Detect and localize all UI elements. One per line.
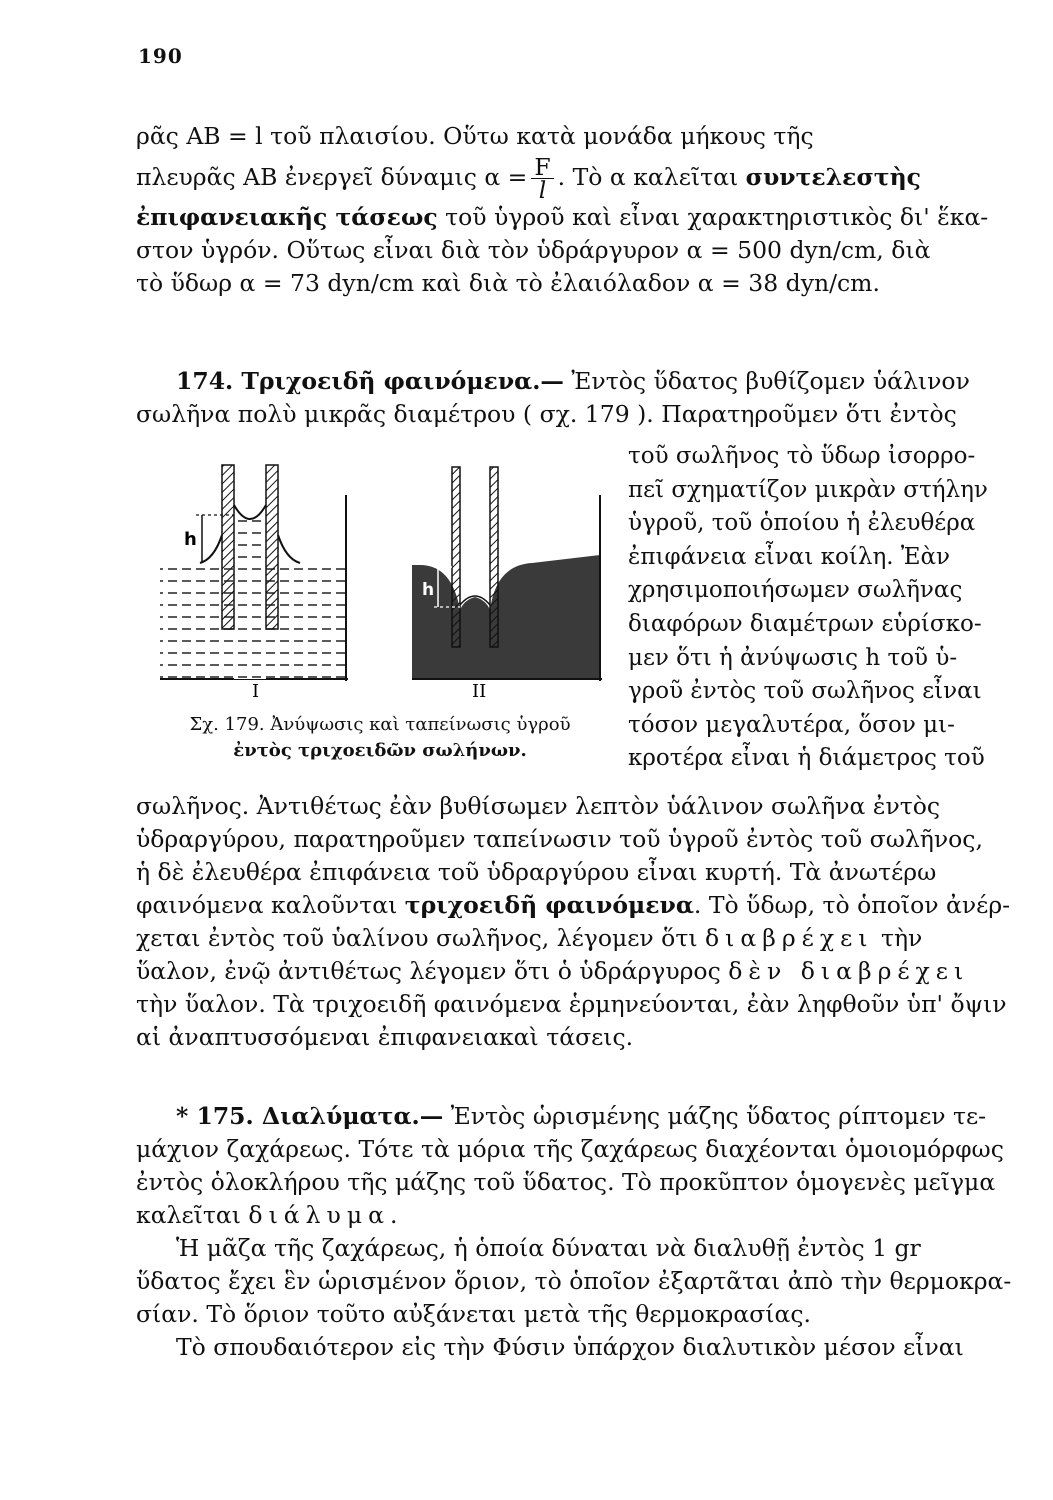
- wrap-line-10: κροτέρα εἶναι ἡ διάμετρος τοῦ: [628, 745, 985, 772]
- term-surface-tension: ἐπιφανειακῆς τάσεως: [136, 203, 438, 231]
- sec175-para2-line-1: Ἡ μᾶζα τῆς ζαχάρεως, ἡ ὁποία δύναται νὰ διαλυθῇ ἐντὸς 1 gr: [176, 1234, 921, 1262]
- intro-line-2: [136, 153, 988, 204]
- cont-line-4-a: φαινόμενα καλοῦνται: [136, 891, 398, 919]
- label-h-figure-II: h: [422, 580, 435, 600]
- caption-line-2: ἐντὸς τριχοειδῶν σωλήνων.: [233, 740, 527, 761]
- tube-wall-right-II: [490, 467, 498, 647]
- sec175-line-3: ἐντὸς ὁλοκλήρου τῆς μάζης τοῦ ὕδατος. Τὸ προκῦπτον ὁμογενὲς μεῖγμα: [136, 1168, 996, 1196]
- cont-line-4: [136, 889, 1011, 922]
- sec175-line-4-a: καλεῖται: [136, 1201, 241, 1229]
- cont-line-1: σωλῆνος. Ἀντιθέτως ἐὰν βυθίσωμεν λεπτὸν ὑάλινον σωλῆνα ἐντὸς: [136, 792, 941, 820]
- figure-II-capillary-depression: [412, 467, 602, 702]
- cont-line-7: τὴν ὕαλον. Τὰ τριχοειδῆ φαινόμενα ἑρμηνεύονται, ἐὰν ληφθοῦν ὑπ' ὄψιν: [136, 990, 1007, 1018]
- sec175-para2-line-3: σίαν. Τὸ ὅριον τοῦτο αὐξάνεται μετὰ τῆς θερμοκρασίας.: [136, 1300, 811, 1328]
- sec175-para3-line-1: Τὸ σπουδαιότερον εἰς τὴν Φύσιν ὑπάρχον διαλυτικὸν μέσον εἶναι: [176, 1333, 964, 1361]
- intro-line-3: [136, 201, 988, 234]
- cont-line-5-b: τὴν: [873, 924, 923, 952]
- wrap-line-7: μεν ὅτι ἡ ἀνύψωσις h τοῦ ὑ-: [628, 644, 958, 671]
- intro-line-3-rest: τοῦ ὑγροῦ καὶ εἶναι χαρακτηριστικὸς δι' ἕκα-: [437, 203, 989, 231]
- tube-wall-left: [222, 465, 234, 629]
- sec175-line-1-rest: Ἐντὸς ὡρισμένης μάζης ὕδατος ρίπτομεν τε-: [443, 1102, 987, 1130]
- cont-line-2: ὑδραργύρου, παρατηροῦμεν ταπείνωσιν τοῦ ὑγροῦ ἐντὸς τοῦ σωλῆνος,: [136, 825, 983, 853]
- wrap-line-8: γροῦ ἐντὸς τοῦ σωλῆνος εἶναι: [628, 678, 982, 705]
- term-wets: διαβρέχει: [705, 924, 874, 952]
- term-surface-tension-coefficient: συντελεστὴς: [745, 163, 921, 191]
- wrap-line-4: ἐπιφάνεια εἶναι κοίλη. Ἐὰν: [628, 543, 950, 570]
- cont-line-6: [136, 955, 988, 988]
- label-I: I: [252, 681, 260, 702]
- cont-line-5-a: χεται ἐντὸς τοῦ ὑαλίνου σωλῆνος, λέγομεν ὅτι: [136, 924, 698, 952]
- mercury-left-edge: [412, 565, 416, 679]
- intro-line-4: στον ὑγρόν. Οὕτως εἶναι διὰ τὸν ὑδράργυρον α = 500 dyn/cm, διὰ: [136, 236, 931, 264]
- term-capillary-phenomena: τριχοειδῆ φαινόμενα: [404, 891, 694, 919]
- fraction-numerator: F: [531, 156, 553, 179]
- sec175-title: * 175. Διαλύματα.—: [176, 1102, 444, 1130]
- cont-line-3: ἡ δὲ ἐλευθέρα ἐπιφάνεια τοῦ ὑδραργύρου εἶναι κυρτή. Τὰ ἀνωτέρω: [136, 858, 937, 886]
- wrap-line-2: πεῖ σχηματίζον μικρὰν στήλην: [628, 476, 988, 503]
- mercury-right: [490, 555, 600, 679]
- wrap-line-6: διαφόρων διαμέτρων εὑρίσκο-: [628, 610, 982, 637]
- term-does-not-wet: δὲν διαβρέχει: [728, 957, 970, 985]
- outer-meniscus-left: [200, 535, 222, 563]
- figure-caption: [140, 712, 620, 764]
- sec174-continuation: [136, 790, 1011, 1054]
- sec174-line-2: σωλῆνα πολὺ μικρᾶς διαμέτρου ( σχ. 179 ). Παρατηροῦμεν ὅτι ἐντὸς: [136, 400, 957, 428]
- page-number: 190: [138, 44, 183, 68]
- intro-line-2-a: πλευρᾶς AB ἐνεργεῖ δύναμις α =: [136, 163, 528, 191]
- sec174-line-1-rest: Ἐντὸς ὕδατος βυθίζομεν ὑάλινον: [563, 367, 970, 395]
- sec174-line-1: [136, 365, 988, 398]
- section-175: [136, 1100, 1012, 1364]
- fraction-F-over-l: [531, 153, 553, 204]
- figure-I-capillary-rise: [160, 465, 348, 702]
- term-solution: διάλυμα.: [248, 1201, 404, 1229]
- label-II: II: [472, 681, 487, 702]
- cont-line-6-a: ὕαλον, ἐνῷ ἀντιθέτως λέγομεν ὅτι ὁ ὑδράργυρος: [136, 957, 721, 985]
- depressed-mercury-column: [460, 597, 490, 679]
- label-h-figure-I: h: [184, 529, 197, 550]
- sec175-line-1: [136, 1100, 988, 1133]
- section-174: [136, 365, 988, 431]
- cont-line-4-b: . Τὸ ὕδωρ, τὸ ὁποῖον ἀνέρ-: [693, 891, 1011, 919]
- raised-water-column: [234, 505, 266, 679]
- sec175-line-2: μάχιον ζαχάρεως. Τότε τὰ μόρια τῆς ζαχάρεως διαχέονται ὁμοιομόρφως: [136, 1135, 1004, 1163]
- wrap-line-5: χρησιμοποιήσωμεν σωλῆνας: [628, 577, 963, 604]
- intro-line-5: τὸ ὕδωρ α = 73 dyn/cm καὶ διὰ τὸ ἐλαιόλαδον α = 38 dyn/cm.: [136, 269, 880, 297]
- wrap-text-column: [628, 440, 990, 776]
- wrap-line-3: ὑγροῦ, τοῦ ὁποίου ἡ ἐλευθέρα: [628, 510, 976, 537]
- caption-line-1: Σχ. 179. Ἀνύψωσις καὶ ταπείνωσις ὑγροῦ: [189, 714, 571, 735]
- sec175-line-4: [136, 1199, 988, 1232]
- cont-line-8: αἱ ἀναπτυσσόμεναι ἐπιφανειακαὶ τάσεις.: [136, 1023, 634, 1051]
- outer-meniscus-right: [278, 535, 300, 563]
- intro-line-2-b: . Τὸ α καλεῖται: [557, 163, 739, 191]
- tube-wall-right: [266, 465, 278, 629]
- sec175-para2-line-2: ὕδατος ἔχει ἓν ὡρισμένον ὅριον, τὸ ὁποῖον ἐξαρτᾶται ἀπὸ τὴν θερμοκρα-: [136, 1267, 1012, 1295]
- wrap-line-1: τοῦ σωλῆνος τὸ ὕδωρ ἰσορρο-: [628, 443, 976, 469]
- sec174-title: 174. Τριχοειδῆ φαινόμενα.—: [176, 367, 564, 395]
- intro-paragraph: [136, 120, 988, 300]
- fraction-denominator: l: [538, 176, 547, 204]
- intro-line-1: ρᾶς AB = l τοῦ πλαισίου. Οὕτω κατὰ μονάδα μήκους τῆς: [136, 122, 814, 150]
- wrap-line-9: τόσον μεγαλυτέρα, ὅσον μι-: [628, 711, 955, 738]
- tube-wall-left-II: [452, 467, 460, 647]
- cont-line-5: [136, 922, 988, 955]
